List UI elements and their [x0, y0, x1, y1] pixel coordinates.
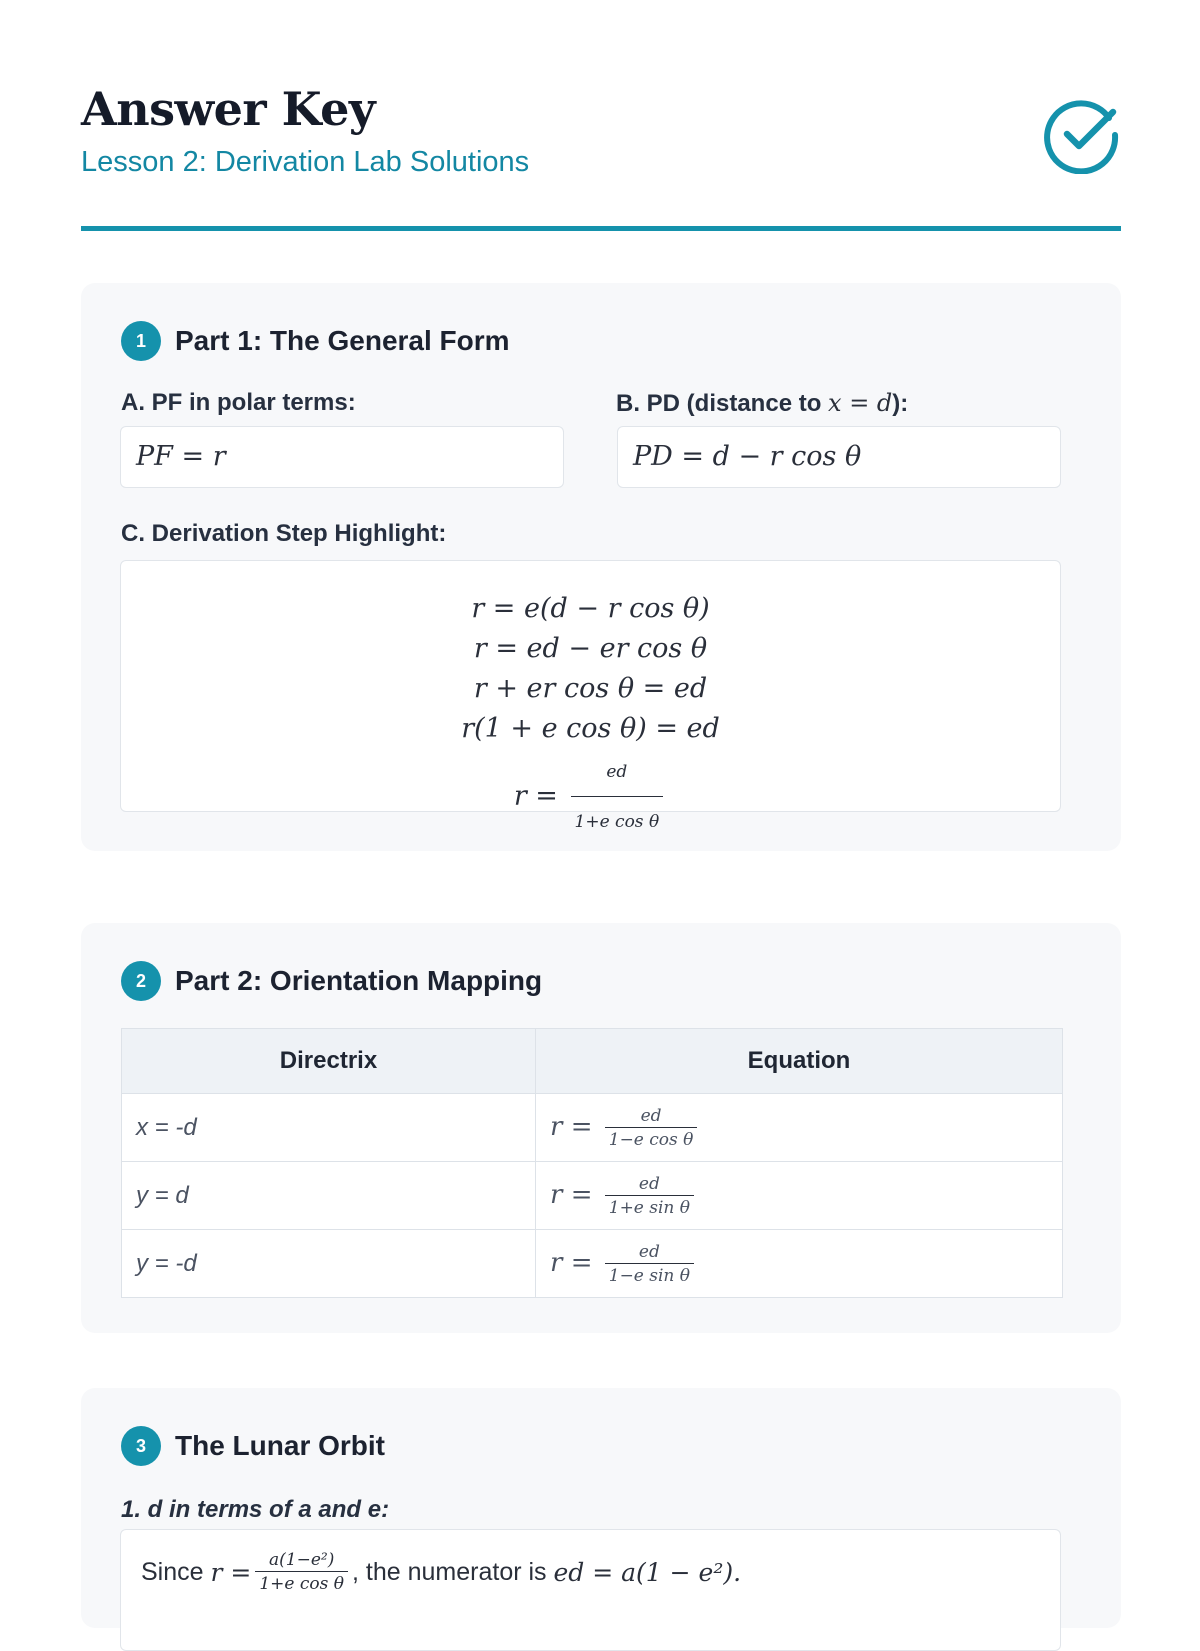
- derivation-final-step: [121, 749, 1060, 832]
- page-title: Answer Key: [81, 82, 376, 136]
- part1-b-label-math: x = d: [828, 389, 893, 417]
- part3-q1-label: 1. d in terms of a and e:: [121, 1496, 390, 1523]
- check-circle-icon: [1043, 96, 1121, 174]
- part3-answer: [141, 1550, 741, 1594]
- table-row: [122, 1094, 1063, 1162]
- directrix-cell: x = -d: [122, 1094, 536, 1162]
- header-divider: [81, 226, 1121, 231]
- part1-b-label-prefix: B. PD (distance to: [616, 390, 829, 417]
- derivation-step: r + er cos θ = ed: [473, 673, 708, 704]
- part3-title: The Lunar Orbit: [175, 1430, 385, 1461]
- column-header-equation: Equation: [536, 1029, 1063, 1094]
- equation-numerator: ed: [640, 1105, 662, 1126]
- equation-cell: [536, 1162, 1063, 1230]
- derivation-step: r = ed − er cos θ: [473, 633, 708, 664]
- equation-fraction: [605, 1174, 694, 1218]
- equation-fraction: [605, 1242, 694, 1286]
- equation-numerator: ed: [638, 1173, 660, 1194]
- page-header: [81, 0, 1121, 230]
- answer-mid-text: , the numerator is: [352, 1557, 547, 1586]
- part1-a-answer-box: [120, 426, 564, 488]
- directrix-cell: y = d: [122, 1162, 536, 1230]
- derivation-box: [120, 560, 1061, 832]
- final-denominator: 1+e cos θ: [571, 796, 664, 845]
- derivation-step: r(1 + e cos θ) = ed: [461, 713, 720, 744]
- part3-card: [81, 1388, 1121, 1628]
- part2-heading: [121, 961, 542, 1001]
- answer-key-page: [81, 0, 1121, 1594]
- part1-number-badge: 1: [121, 321, 161, 361]
- part1-a-label: A. PF in polar terms:: [121, 389, 356, 416]
- part1-b-answer-box: [617, 426, 1061, 488]
- final-fraction: [571, 749, 664, 845]
- part3-heading: [121, 1426, 385, 1466]
- final-numerator: ed: [606, 762, 628, 782]
- orientation-table: [121, 1028, 1063, 1298]
- part1-heading: [121, 321, 510, 361]
- answer-numerator: a(1−e²): [269, 1550, 335, 1570]
- answer-lhs: r =: [210, 1557, 252, 1587]
- table-header-row: [122, 1029, 1063, 1094]
- part2-number-badge: 2: [121, 961, 161, 1001]
- derivation-step: r = e(d − r cos θ): [471, 593, 710, 624]
- derivation-steps: [121, 589, 1060, 832]
- final-lhs: r =: [513, 780, 558, 812]
- table-row: [122, 1162, 1063, 1230]
- equation-lhs: r =: [550, 1247, 593, 1278]
- part1-c-label: C. Derivation Step Highlight:: [121, 520, 447, 547]
- part1-b-answer: PD = d − r cos θ: [633, 441, 862, 472]
- since-text: Since: [141, 1557, 204, 1586]
- part1-title: Part 1: The General Form: [175, 325, 510, 356]
- part3-answer-box: [120, 1529, 1061, 1651]
- part1-b-label-suffix: ):: [892, 390, 909, 417]
- part3-number-badge: 3: [121, 1426, 161, 1466]
- equation-lhs: r =: [550, 1111, 593, 1142]
- part2-card: [81, 923, 1121, 1333]
- directrix-cell: y = -d: [122, 1230, 536, 1298]
- equation-denominator: 1−e sin θ: [605, 1263, 694, 1286]
- part2-title: Part 2: Orientation Mapping: [175, 965, 543, 996]
- equation-denominator: 1−e cos θ: [605, 1127, 698, 1150]
- part1-card: [81, 283, 1121, 851]
- answer-fraction: [255, 1550, 348, 1594]
- equation-fraction: [605, 1106, 698, 1150]
- equation-lhs: r =: [550, 1179, 593, 1210]
- equation-cell: [536, 1230, 1063, 1298]
- table-row: [122, 1230, 1063, 1298]
- answer-denominator: 1+e cos θ: [255, 1571, 348, 1594]
- page-subtitle: Lesson 2: Derivation Lab Solutions: [81, 146, 530, 178]
- equation-denominator: 1+e sin θ: [605, 1195, 694, 1218]
- part1-a-answer: PF = r: [136, 441, 226, 472]
- answer-result: ed = a(1 − e²).: [553, 1557, 742, 1587]
- part1-b-label: [616, 389, 908, 418]
- equation-numerator: ed: [638, 1241, 660, 1262]
- equation-cell: [536, 1094, 1063, 1162]
- column-header-directrix: Directrix: [122, 1029, 536, 1094]
